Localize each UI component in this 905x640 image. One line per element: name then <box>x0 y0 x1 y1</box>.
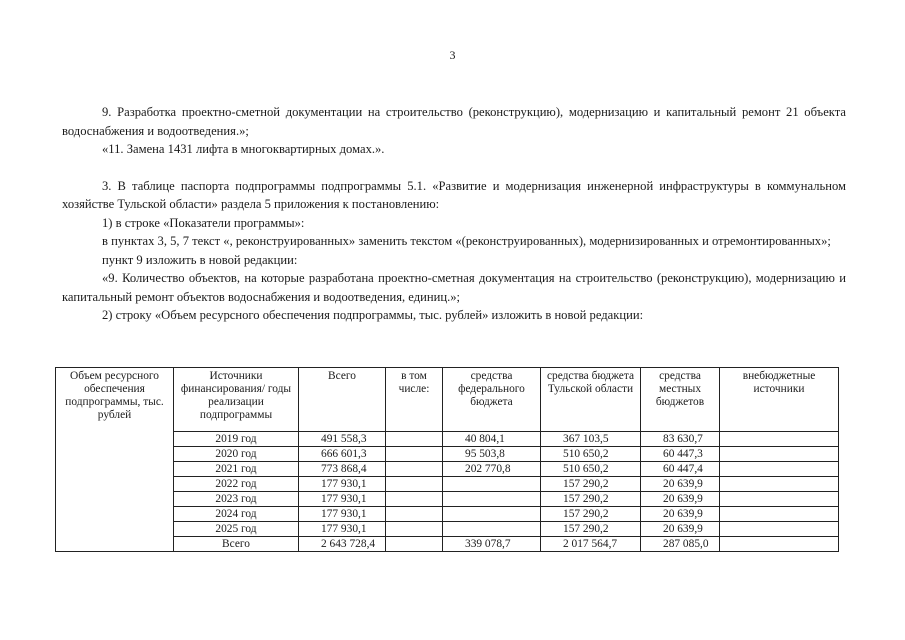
regional-cell: 157 290,2 <box>541 522 641 537</box>
including-cell <box>386 492 443 507</box>
local-total-cell: 287 085,0 <box>641 537 720 552</box>
resource-table <box>55 367 839 552</box>
paragraph-section-3: 3. В таблице паспорта подпрограммы подпрограммы 5.1. «Развитие и модернизация инженерной инфраструктуры в коммунальном хозяйстве Тульской области» раздела 5 приложения к постановлению: <box>62 178 846 211</box>
year-cell: 2019 год <box>174 432 299 447</box>
table-header-row <box>56 368 839 432</box>
table-row <box>56 522 839 537</box>
table-row <box>56 447 839 462</box>
federal-cell <box>443 522 541 537</box>
extra-cell <box>720 447 839 462</box>
federal-cell: 40 804,1 <box>443 432 541 447</box>
total-cell: 177 930,1 <box>299 492 386 507</box>
total-cell: 177 930,1 <box>299 522 386 537</box>
year-cell: 2023 год <box>174 492 299 507</box>
total-cell: 773 868,4 <box>299 462 386 477</box>
local-cell: 83 630,7 <box>641 432 720 447</box>
grand-total-cell: 2 643 728,4 <box>299 537 386 552</box>
regional-cell: 157 290,2 <box>541 477 641 492</box>
year-cell: 2025 год <box>174 522 299 537</box>
amendment-text-1 <box>62 103 846 325</box>
regional-cell: 157 290,2 <box>541 492 641 507</box>
regional-total-cell: 2 017 564,7 <box>541 537 641 552</box>
extra-cell <box>720 462 839 477</box>
year-cell: 2021 год <box>174 462 299 477</box>
header-regional: средства бюджета Тульской области <box>541 368 641 432</box>
page-number: 3 <box>449 48 456 62</box>
regional-cell: 157 290,2 <box>541 507 641 522</box>
including-cell <box>386 432 443 447</box>
extra-cell <box>720 537 839 552</box>
federal-cell: 95 503,8 <box>443 447 541 462</box>
federal-cell <box>443 507 541 522</box>
total-label-cell: Всего <box>174 537 299 552</box>
including-cell <box>386 477 443 492</box>
table-row <box>56 477 839 492</box>
table-row <box>56 432 839 447</box>
header-extrabudgetary: внебюджетные источники <box>720 368 839 432</box>
total-cell: 177 930,1 <box>299 507 386 522</box>
including-cell <box>386 507 443 522</box>
including-cell <box>386 537 443 552</box>
paragraph-item-9-quote: «9. Количество объектов, на которые разработана проектно-сметная документация на строительство (реконструкцию), модернизацию и капитальный ремонт объектов водоснабжения и водоотведения, единиц.»; <box>62 271 846 304</box>
table-row <box>56 492 839 507</box>
header-local: средства местных бюджетов <box>641 368 720 432</box>
total-cell: 177 930,1 <box>299 477 386 492</box>
year-cell: 2022 год <box>174 477 299 492</box>
paragraph-item-11: «11. Замена 1431 лифта в многоквартирных домах.». <box>102 142 385 156</box>
including-cell <box>386 522 443 537</box>
extra-cell <box>720 432 839 447</box>
paragraph-item-9: 9. Разработка проектно-сметной документации на строительство (реконструкцию), модернизацию и капитальный ремонт 21 объекта водоснабжения и водоотведения.»; <box>62 105 846 138</box>
local-cell: 60 447,4 <box>641 462 720 477</box>
year-cell: 2020 год <box>174 447 299 462</box>
table-row <box>56 507 839 522</box>
federal-cell <box>443 492 541 507</box>
paragraph-indicators-row: 1) в строке «Показатели программы»: <box>102 215 305 230</box>
total-cell: 491 558,3 <box>299 432 386 447</box>
local-cell: 20 639,9 <box>641 507 720 522</box>
including-cell <box>386 462 443 477</box>
extra-cell <box>720 507 839 522</box>
local-cell: 20 639,9 <box>641 477 720 492</box>
header-total: Всего <box>299 368 386 432</box>
regional-cell: 510 650,2 <box>541 462 641 477</box>
local-cell: 20 639,9 <box>641 522 720 537</box>
extra-cell <box>720 522 839 537</box>
paragraph-item-9-new: пункт 9 изложить в новой редакции: <box>102 252 298 267</box>
federal-cell: 202 770,8 <box>443 462 541 477</box>
local-cell: 20 639,9 <box>641 492 720 507</box>
local-cell: 60 447,3 <box>641 447 720 462</box>
regional-cell: 367 103,5 <box>541 432 641 447</box>
regional-cell: 510 650,2 <box>541 447 641 462</box>
paragraph-resources-row: 2) строку «Объем ресурсного обеспечения подпрограммы, тыс. рублей» изложить в новой редакции: <box>102 308 644 322</box>
year-cell: 2024 год <box>174 507 299 522</box>
total-cell: 666 601,3 <box>299 447 386 462</box>
including-cell <box>386 447 443 462</box>
extra-cell <box>720 492 839 507</box>
table-total-row <box>56 537 839 552</box>
header-sources: Источники финансирования/ годы реализации подпрограммы <box>174 368 299 432</box>
table-row <box>56 462 839 477</box>
header-federal: средства федерального бюджета <box>443 368 541 432</box>
federal-cell <box>443 477 541 492</box>
header-including: в том числе: <box>386 368 443 432</box>
paragraph-items-replace: в пунктах 3, 5, 7 текст «, реконструированных» заменить текстом «(реконструированных), модернизированных и отремонтированных»; <box>102 234 831 248</box>
extra-cell <box>720 477 839 492</box>
federal-total-cell: 339 078,7 <box>443 537 541 552</box>
lead-cell: Объем ресурсного обеспечения подпрограммы, тыс. рублей <box>56 368 174 552</box>
